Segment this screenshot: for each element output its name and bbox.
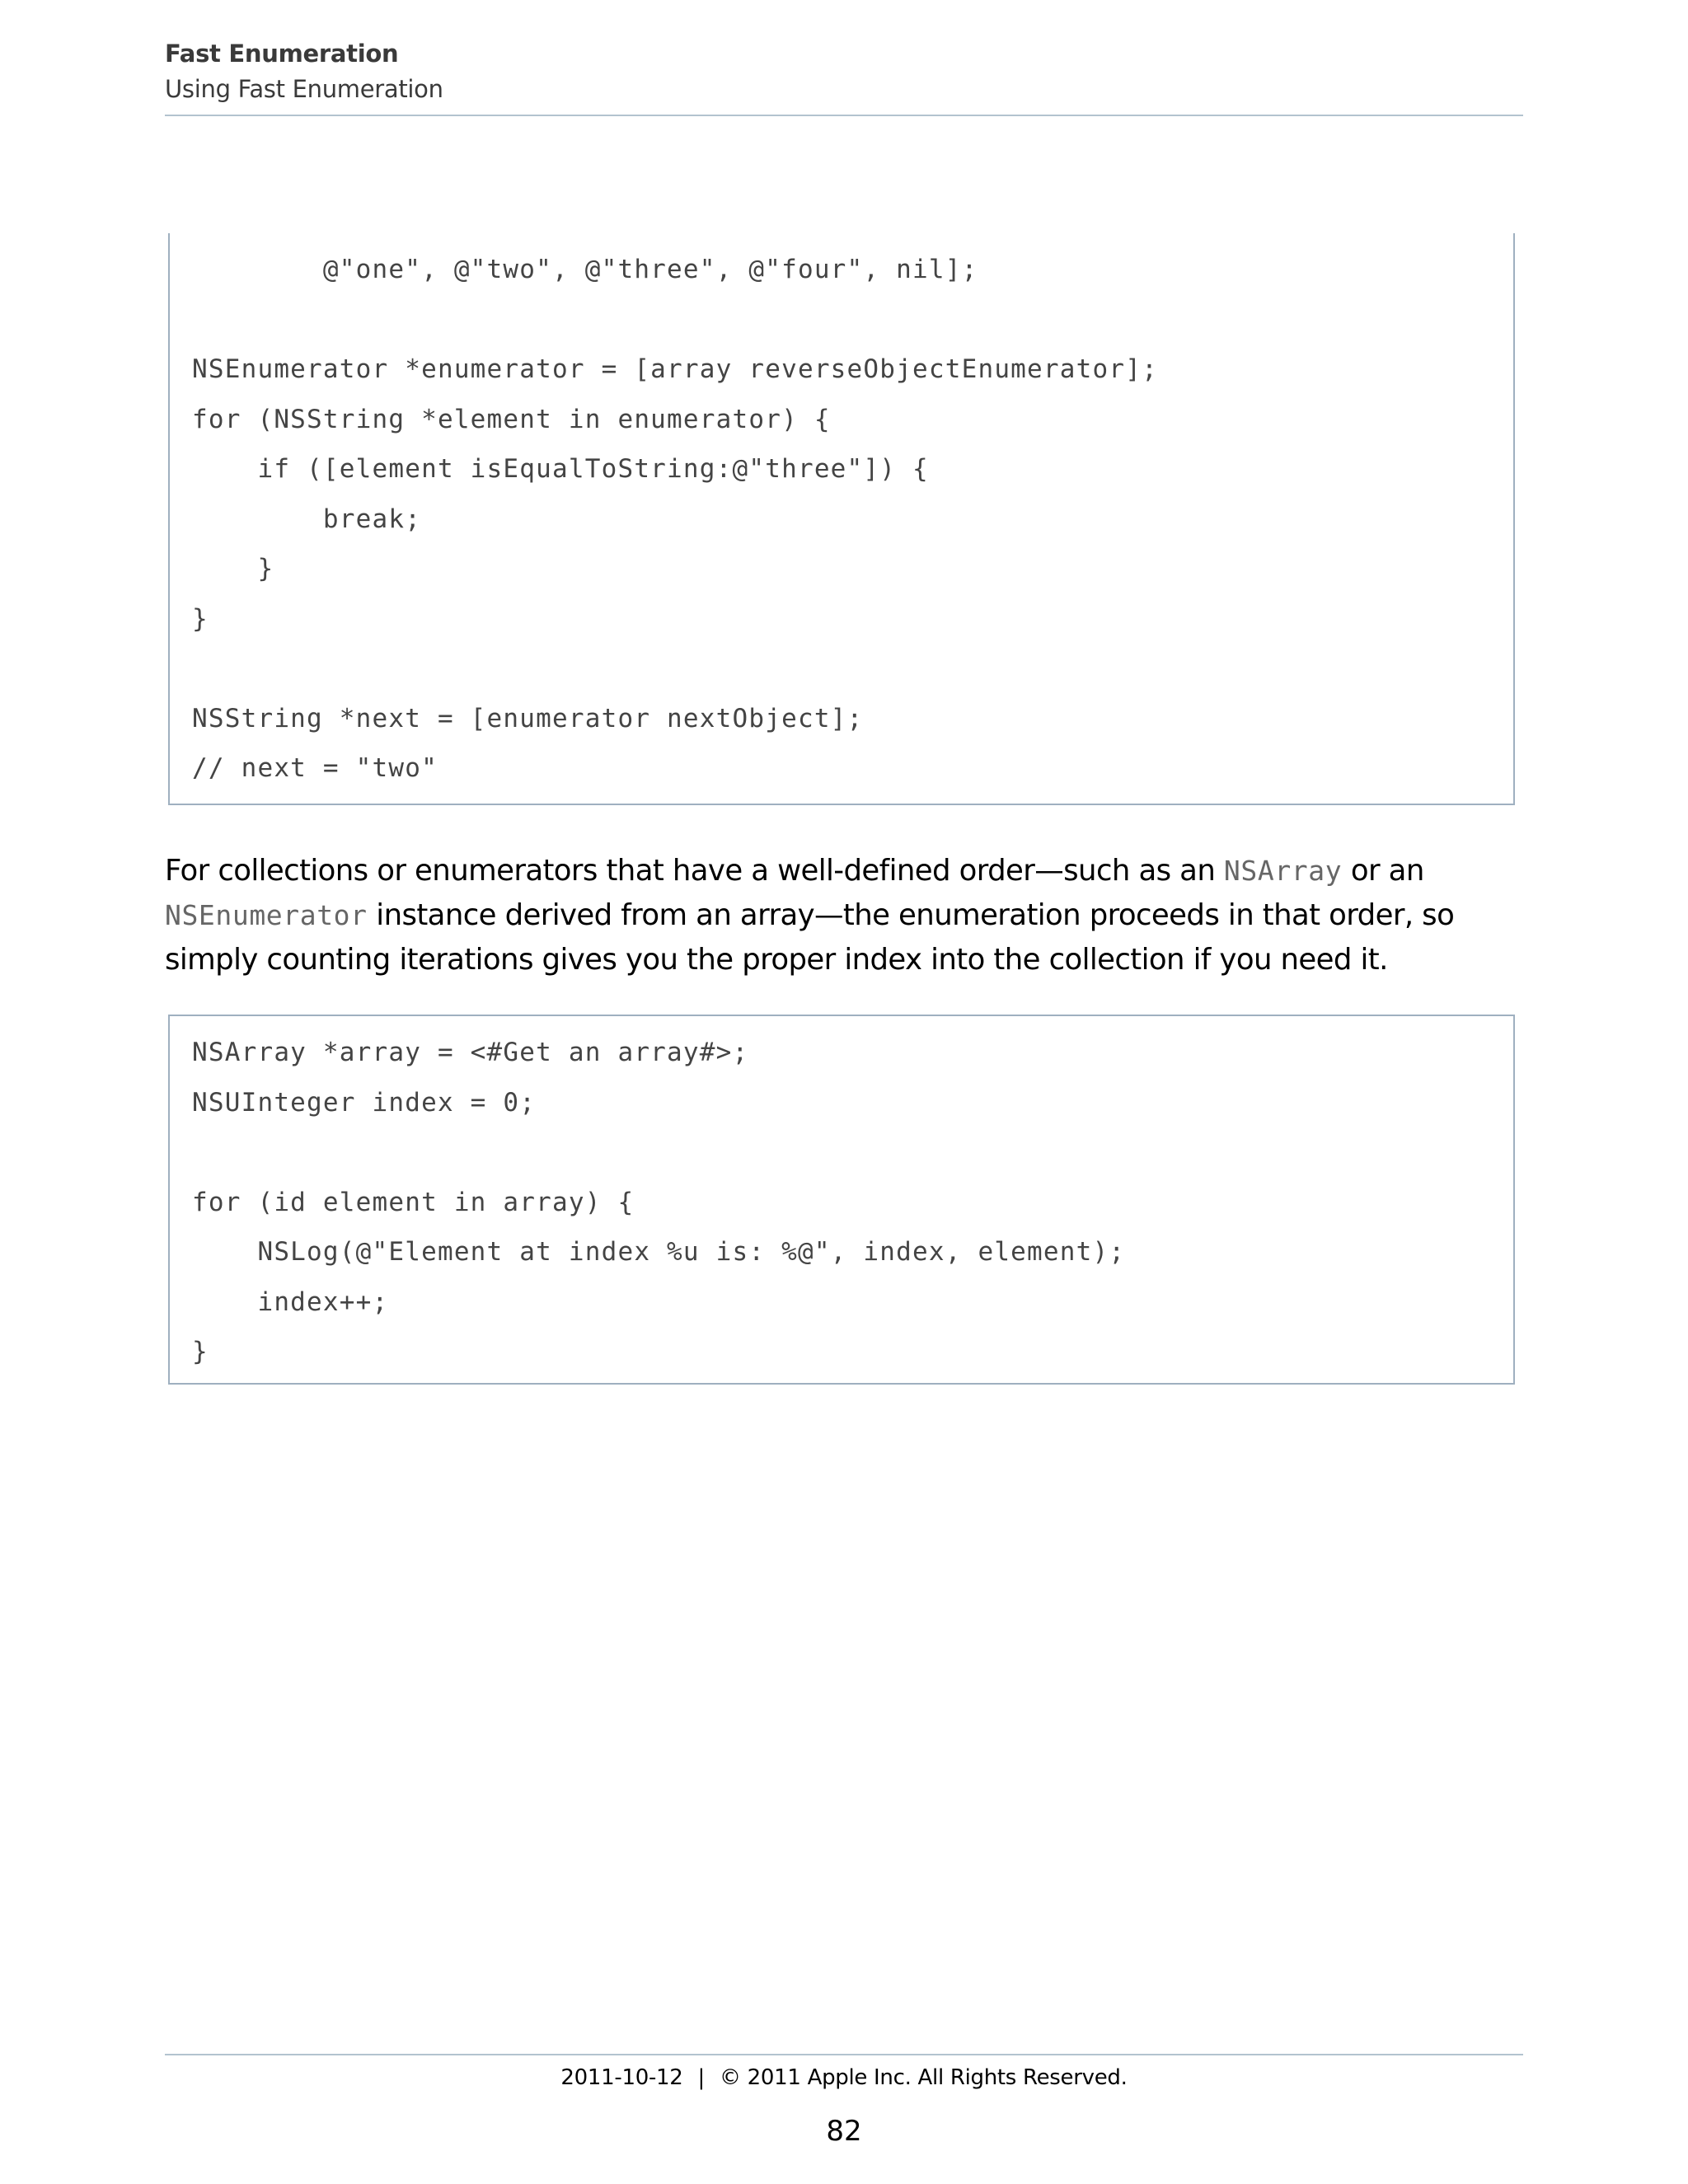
inline-code-nsarray: NSArray — [1223, 855, 1343, 887]
code-line: for (id element in array) { — [192, 1187, 635, 1217]
code-line: NSArray *array = <#Get an array#>; — [192, 1038, 749, 1067]
code-line: } — [192, 554, 274, 583]
code-line: NSUInteger index = 0; — [192, 1087, 537, 1118]
code-line: break; — [192, 504, 422, 534]
code-line: } — [192, 1337, 209, 1366]
footer-date: 2011-10-12 — [560, 2065, 683, 2090]
code-line: if ([element isEqualToString:@"three"]) { — [192, 454, 929, 484]
code-line: NSString *next = [enumerator nextObject]; — [192, 703, 864, 733]
page-footer — [0, 2065, 1688, 2090]
paragraph-text: For collections or enumerators that have a well-defined order—such as an — [165, 854, 1224, 888]
page-number: 82 — [826, 2115, 862, 2148]
header-divider — [165, 115, 1523, 116]
footer-divider — [165, 2054, 1523, 2055]
code-line — [192, 644, 1513, 694]
code-line: @"one", @"two", @"three", @"four", nil]; — [192, 255, 978, 284]
code-line — [192, 295, 1513, 345]
paragraph-text: instance derived from an array—the enumeration proceeds in that order, so simply counting iterations gives you the proper index into the collection if you need it. — [165, 898, 1455, 977]
code-line: NSEnumerator *enumerator = [array reverseObjectEnumerator]; — [192, 354, 1158, 384]
code-line — [192, 1127, 1513, 1178]
code-block-index-counting — [168, 1015, 1515, 1385]
code-line: } — [192, 603, 209, 634]
code-line: index++; — [192, 1286, 389, 1317]
footer-separator: | — [697, 2065, 705, 2090]
paragraph-text: or an — [1342, 854, 1424, 888]
inline-code-nsenumerator: NSEnumerator — [165, 899, 368, 931]
chapter-title: Fast Enumeration — [165, 40, 399, 68]
code-block-reverse-enumerator — [168, 233, 1515, 805]
footer-copyright: © 2011 Apple Inc. All Rights Reserved. — [719, 2065, 1128, 2090]
code-line: for (NSString *element in enumerator) { — [192, 404, 831, 434]
section-title: Using Fast Enumeration — [165, 75, 443, 103]
code-line: NSLog(@"Element at index %u is: %@", index, element); — [192, 1237, 1126, 1267]
code-line: // next = "two" — [192, 753, 438, 783]
page-header — [165, 36, 1523, 107]
body-paragraph — [165, 849, 1523, 982]
